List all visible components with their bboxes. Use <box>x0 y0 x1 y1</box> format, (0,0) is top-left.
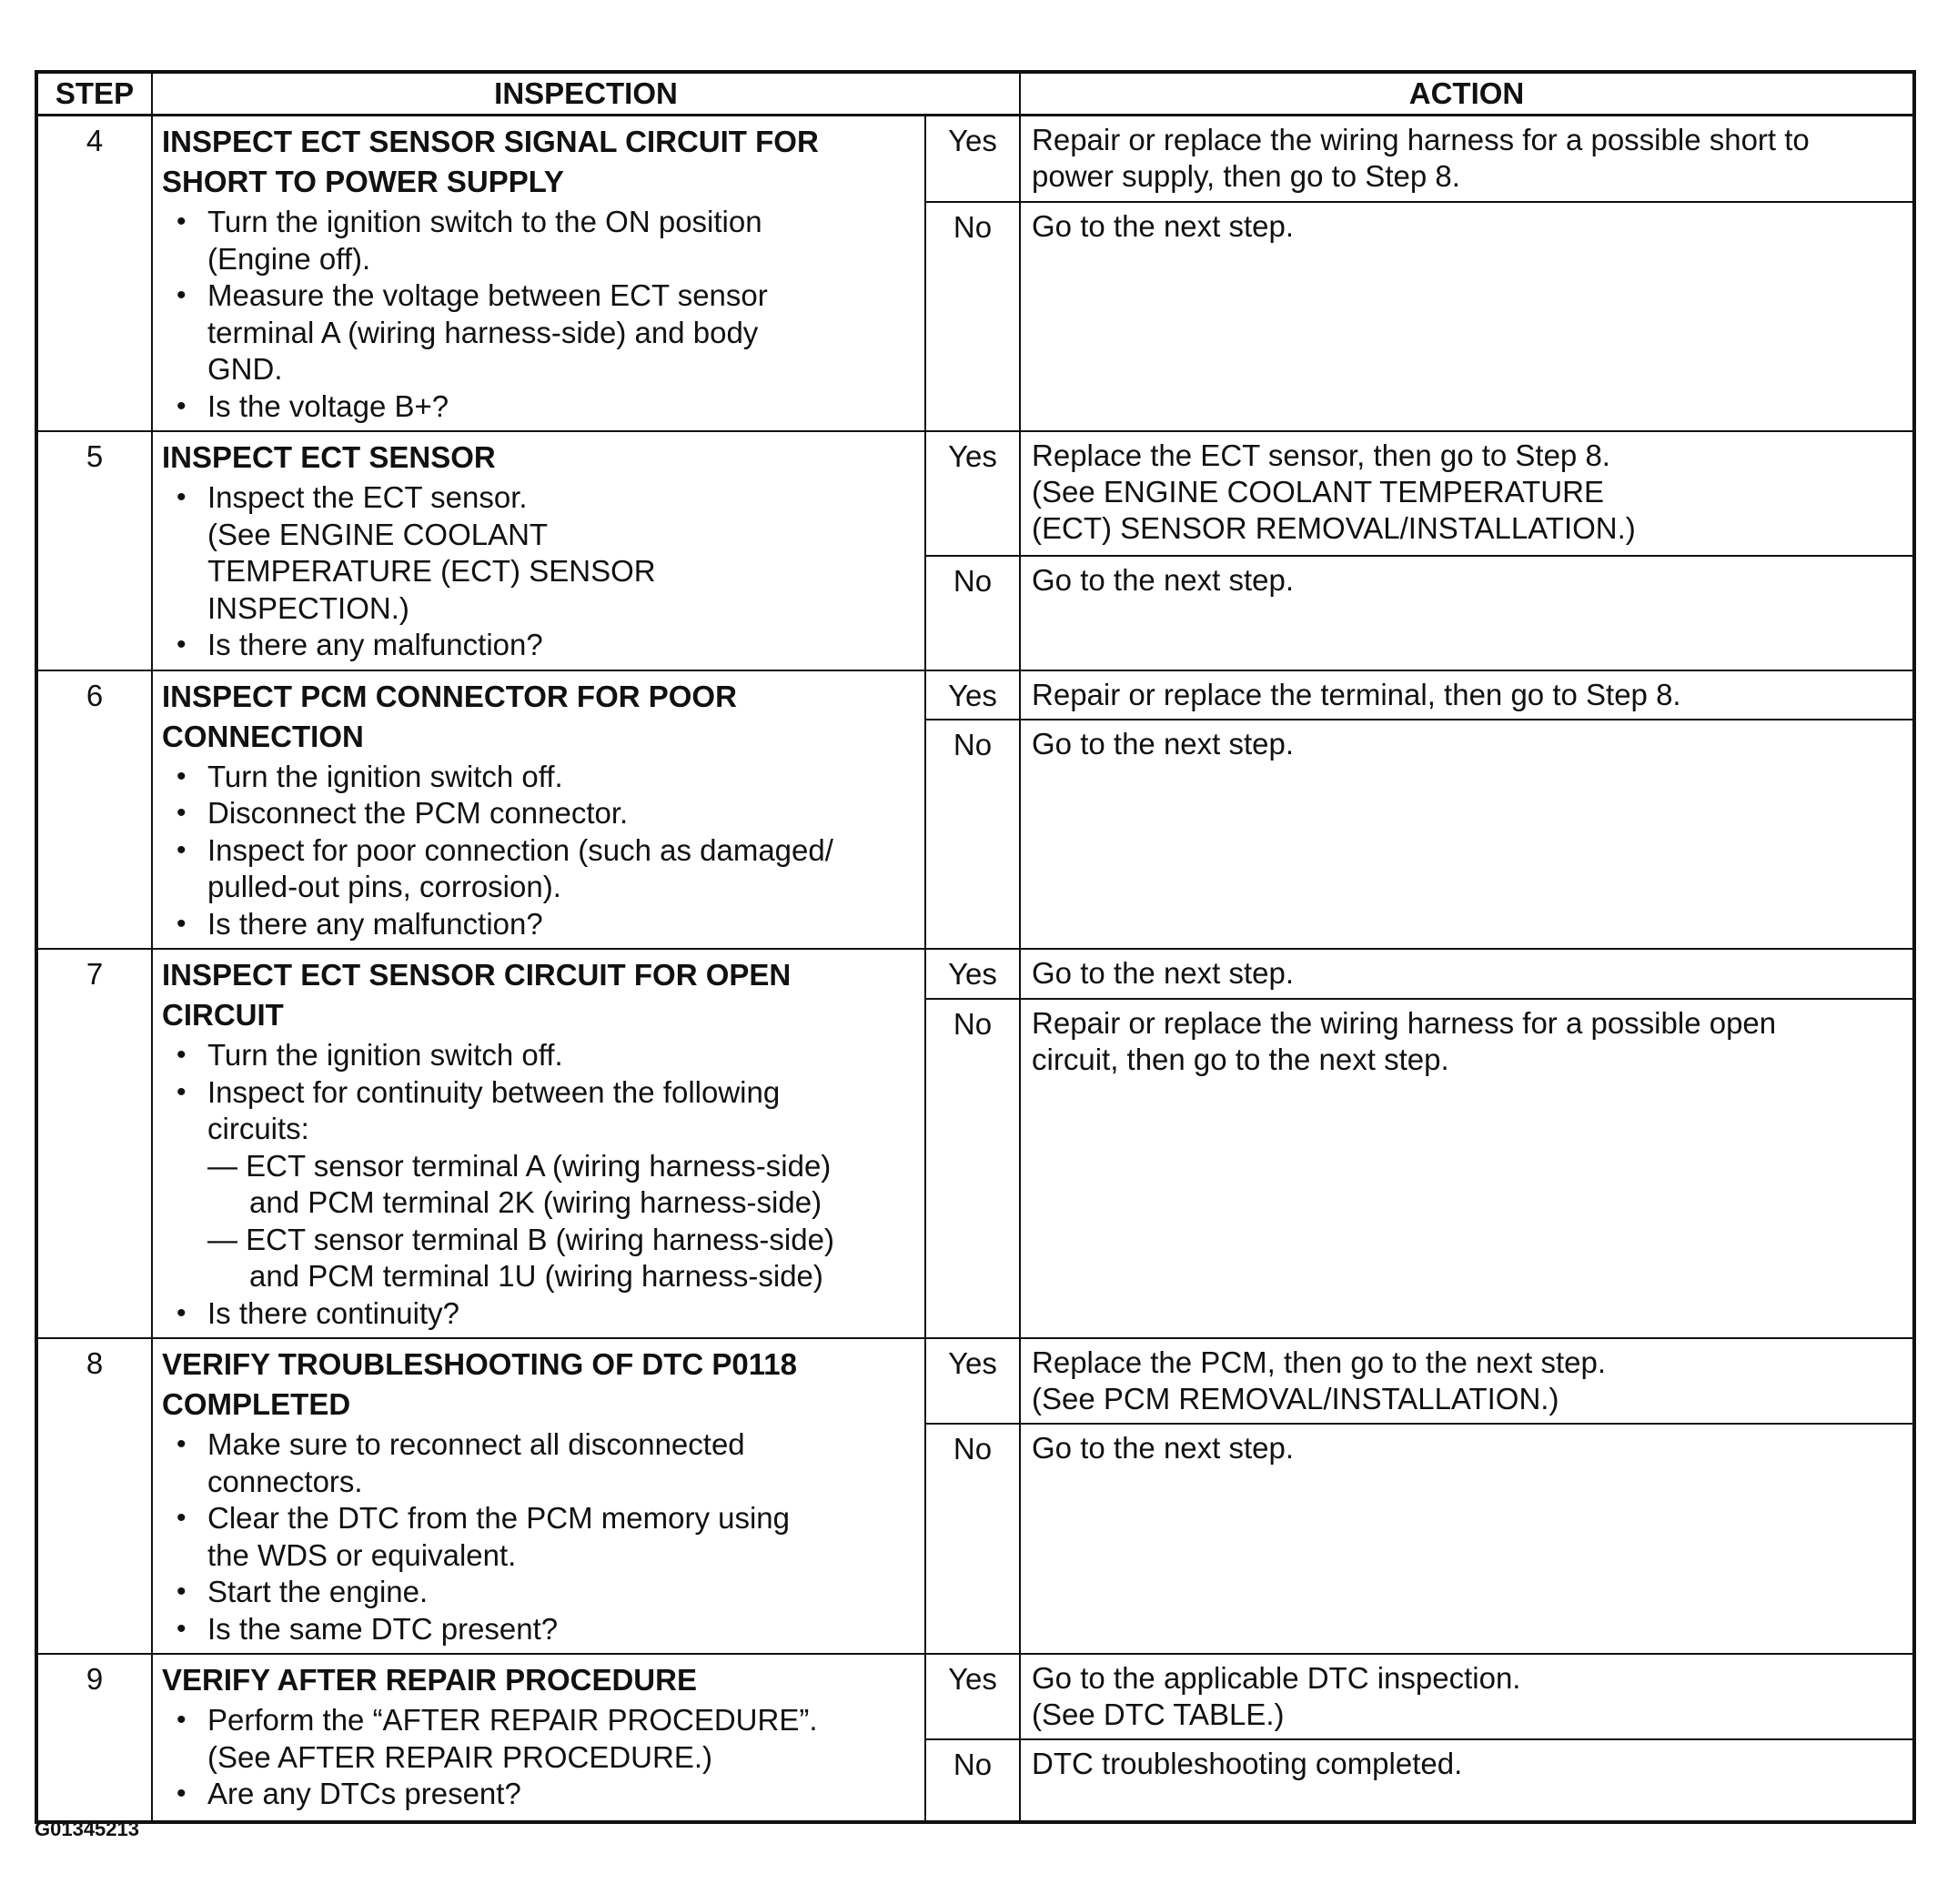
bullet-item <box>162 795 915 832</box>
bullet-item <box>162 1295 915 1333</box>
inspection-title-line: CIRCUIT <box>162 998 284 1032</box>
yes-action <box>1020 116 1914 202</box>
table-body <box>36 116 1914 1823</box>
bullet-text-line: • Turn the ignition switch off. <box>207 759 563 793</box>
bullet-item <box>162 1037 915 1074</box>
yes-label: Yes <box>925 949 1020 999</box>
no-label: No <box>925 999 1020 1339</box>
bullet-text-line: • Is there any malfunction? <box>207 628 543 661</box>
inspection-title <box>162 1345 915 1425</box>
bullet-text-line: • Measure the voltage between ECT sensor <box>207 278 768 312</box>
bullet-text-line: • Is the same DTC present? <box>207 1611 559 1646</box>
bullet-text-line: GND. <box>207 352 283 386</box>
no-label: No <box>925 202 1020 431</box>
step-row-yes <box>36 949 1914 999</box>
action-text-line: Go to the applicable DTC inspection. <box>1032 1661 1521 1695</box>
bullet-text-line: • Turn the ignition switch to the ON position <box>207 205 762 238</box>
bullet-item <box>162 1574 915 1611</box>
inspection-cell <box>152 949 925 1338</box>
bullet-list <box>162 1702 915 1813</box>
action-text-line: (See ENGINE COOLANT TEMPERATURE <box>1032 475 1604 509</box>
step-row-yes <box>36 1654 1914 1739</box>
action-text-line: DTC troubleshooting completed. <box>1032 1747 1463 1780</box>
bullet-item <box>162 627 915 664</box>
bullet-text-line: • Is the voltage B+? <box>207 388 449 423</box>
action-text-line: (ECT) SENSOR REMOVAL/INSTALLATION.) <box>1032 511 1636 545</box>
no-action <box>1020 1739 1914 1822</box>
bullet-item <box>162 1611 915 1648</box>
inspection-title-line: VERIFY TROUBLESHOOTING OF DTC P0118 <box>162 1347 798 1381</box>
action-text-line: Repair or replace the wiring harness for a possible short to <box>1032 123 1810 156</box>
action-column-header: ACTION <box>1020 72 1914 116</box>
bullet-text-line: • Clear the DTC from the PCM memory using <box>207 1501 791 1535</box>
inspection-title <box>162 677 915 757</box>
sub-item-line: and PCM terminal 2K (wiring harness-side) <box>249 1185 822 1219</box>
inspection-title <box>162 122 915 202</box>
no-action <box>1020 720 1914 949</box>
bullet-text-line: INSPECTION.) <box>207 590 409 625</box>
bullet-item <box>162 1426 915 1500</box>
bullet-item <box>162 759 915 796</box>
inspection-cell <box>152 1654 925 1822</box>
no-action <box>1020 202 1914 431</box>
bullet-list <box>162 759 915 943</box>
bullet-text-line: • Is there continuity? <box>207 1295 459 1330</box>
bullet-item <box>162 479 915 627</box>
yes-action <box>1020 1338 1914 1424</box>
action-text-line: Replace the PCM, then go to the next step. <box>1032 1345 1607 1379</box>
step-column-header: STEP <box>36 72 152 116</box>
action-text-line: Go to the next step. <box>1032 1431 1295 1466</box>
diagnostic-procedure-table <box>35 70 1916 1824</box>
sub-item-line: — ECT sensor terminal B (wiring harness-side) <box>207 1222 834 1256</box>
yes-label: Yes <box>925 1654 1020 1739</box>
step-number: 4 <box>36 116 152 432</box>
step-number: 6 <box>36 670 152 950</box>
bullet-text-line: TEMPERATURE (ECT) SENSOR <box>207 554 656 588</box>
action-text-line: Go to the next step. <box>1032 726 1295 761</box>
step-row-yes <box>36 431 1914 556</box>
bullet-item <box>162 388 915 426</box>
inspection-cell <box>152 1338 925 1654</box>
step-row-yes <box>36 116 1914 202</box>
step-number: 7 <box>36 949 152 1338</box>
bullet-text-line: (See ENGINE COOLANT <box>207 517 549 551</box>
bullet-text-line: (Engine off). <box>207 241 371 276</box>
step-number: 5 <box>36 431 152 670</box>
bullet-item <box>162 204 915 277</box>
yes-label: Yes <box>925 116 1020 202</box>
bullet-text-line: • Are any DTCs present? <box>207 1777 521 1810</box>
bullet-text-line: • Perform the “AFTER REPAIR PROCEDURE”. <box>207 1703 818 1737</box>
action-text-line: circuit, then go to the next step. <box>1032 1042 1449 1076</box>
bullet-text-line: circuits: <box>207 1112 309 1145</box>
action-text-line: power supply, then go to Step 8. <box>1032 159 1460 193</box>
action-text-line: Repair or replace the wiring harness for a possible open <box>1032 1005 1777 1040</box>
inspection-cell <box>152 431 925 670</box>
bullet-list <box>162 479 915 664</box>
no-label: No <box>925 1739 1020 1822</box>
action-text-line: Repair or replace the terminal, then go to Step 8. <box>1032 677 1681 711</box>
bullet-list <box>162 1426 915 1647</box>
yes-action <box>1020 949 1914 999</box>
action-text-line: Go to the next step. <box>1032 956 1295 990</box>
inspection-cell <box>152 670 925 950</box>
step-row-yes <box>36 1338 1914 1424</box>
bullet-text-line: the WDS or equivalent. <box>207 1537 517 1572</box>
action-text-line: (See PCM REMOVAL/INSTALLATION.) <box>1032 1382 1559 1415</box>
yes-action <box>1020 1654 1914 1739</box>
bullet-text-line: • Turn the ignition switch off. <box>207 1038 563 1072</box>
bullet-text-line: • Start the engine. <box>207 1575 429 1608</box>
bullet-list <box>162 1037 915 1148</box>
yes-label: Yes <box>925 670 1020 720</box>
bullet-item <box>162 1500 915 1574</box>
no-label: No <box>925 1424 1020 1654</box>
figure-id: G01345213 <box>35 1818 139 1840</box>
no-label: No <box>925 556 1020 670</box>
inspection-title-line: COMPLETED <box>162 1387 351 1421</box>
inspection-title-line: SHORT TO POWER SUPPLY <box>162 165 564 198</box>
bullet-text-line: • Disconnect the PCM connector. <box>207 796 629 830</box>
bullet-text-line: terminal A (wiring harness-side) and body <box>207 315 759 349</box>
bullet-text-line: • Inspect the ECT sensor. <box>207 480 528 514</box>
bullet-item <box>162 1074 915 1148</box>
bullet-list <box>162 204 915 425</box>
bullet-text-line: • Inspect for continuity between the following <box>207 1074 781 1109</box>
inspection-title <box>162 438 915 478</box>
action-text-line: Replace the ECT sensor, then go to Step 8. <box>1032 438 1610 472</box>
bullet-item <box>162 906 915 943</box>
bullet-text-line: pulled-out pins, corrosion). <box>207 870 561 903</box>
inspection-title <box>162 1660 915 1700</box>
inspection-column-header: INSPECTION <box>152 72 1020 116</box>
bullet-item <box>162 1776 915 1813</box>
inspection-title-line: INSPECT ECT SENSOR <box>162 440 496 474</box>
no-action <box>1020 1424 1914 1654</box>
inspection-title-line: CONNECTION <box>162 719 364 753</box>
bullet-item <box>162 277 915 388</box>
bullet-list <box>162 1295 915 1333</box>
bullet-item <box>162 1702 915 1776</box>
bullet-text-line: (See AFTER REPAIR PROCEDURE.) <box>207 1739 712 1774</box>
step-row-yes <box>36 670 1914 720</box>
no-label: No <box>925 720 1020 949</box>
sub-item-line: — ECT sensor terminal A (wiring harness-side) <box>207 1148 832 1183</box>
inspection-title <box>162 955 915 1035</box>
inspection-title-line: INSPECT ECT SENSOR CIRCUIT FOR OPEN <box>162 958 792 992</box>
bullet-text-line: • Make sure to reconnect all disconnected <box>207 1427 745 1461</box>
sub-item-line: and PCM terminal 1U (wiring harness-side) <box>249 1259 823 1293</box>
action-text-line: Go to the next step. <box>1032 208 1295 243</box>
yes-label: Yes <box>925 1338 1020 1424</box>
step-number: 8 <box>36 1338 152 1654</box>
no-action <box>1020 556 1914 670</box>
action-text-line: Go to the next step. <box>1032 562 1295 597</box>
inspection-cell <box>152 116 925 432</box>
bullet-item <box>162 832 915 906</box>
bullet-text-line: • Is there any malfunction? <box>207 906 543 941</box>
step-number: 9 <box>36 1654 152 1822</box>
no-action <box>1020 999 1914 1339</box>
bullet-text-line: connectors. <box>207 1464 363 1498</box>
inspection-title-line: INSPECT PCM CONNECTOR FOR POOR <box>162 679 737 713</box>
table-header-row <box>36 72 1914 116</box>
inspection-title-line: INSPECT ECT SENSOR SIGNAL CIRCUIT FOR <box>162 125 819 158</box>
yes-action <box>1020 670 1914 720</box>
action-text-line: (See DTC TABLE.) <box>1032 1697 1285 1731</box>
inspection-title-line: VERIFY AFTER REPAIR PROCEDURE <box>162 1663 697 1697</box>
yes-action <box>1020 431 1914 556</box>
yes-label: Yes <box>925 431 1020 556</box>
bullet-text-line: • Inspect for poor connection (such as damaged/ <box>207 832 833 867</box>
